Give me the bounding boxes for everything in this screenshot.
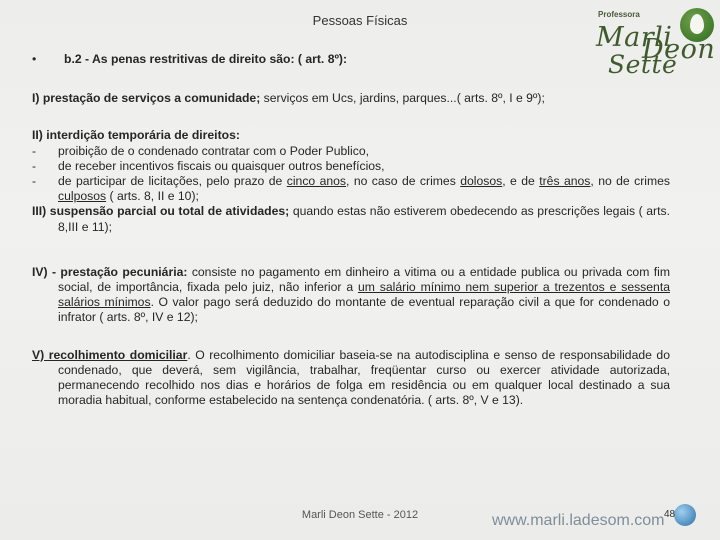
logo-subtitle: Professora	[598, 10, 640, 19]
item-2	[32, 128, 670, 204]
item-1-text: serviços em Ucs, jardins, parques...( arts. 8º, I e 9º);	[260, 91, 545, 106]
item-1	[32, 91, 670, 106]
item-5	[32, 348, 670, 409]
bullet-heading	[32, 52, 670, 67]
logo-word-1: Marli	[596, 22, 673, 53]
globe-icon	[674, 504, 696, 526]
item-3-label: III) suspensão parcial ou total de atividades;	[32, 204, 290, 219]
item-2-label: II) interdição temporária de direitos:	[32, 128, 240, 143]
list-item: - de receber incentivos fiscais ou quaisquer outros benefícios,	[32, 158, 385, 173]
bullet-text: b.2 - As penas restritivas de direito são: ( art. 8º):	[64, 52, 348, 66]
logo-word-2: Deon	[642, 34, 716, 65]
list-item: - proibição de o condenado contratar com o Poder Publico,	[32, 143, 369, 158]
list-item: - de participar de licitações, pelo prazo de cinco anos, no caso de crimes dolosos, e de três anos, no de crimes culposos ( arts. 8, II e 10);	[32, 174, 671, 204]
slide-title: Pessoas Físicas	[312, 13, 408, 28]
page-number: 48	[664, 509, 676, 520]
footer-author: Marli Deon Sette - 2012	[301, 509, 419, 521]
item-5-label: V) recolhimento domiciliar	[32, 347, 188, 362]
slide-body	[32, 52, 671, 408]
item-4-label: IV) - prestação pecuniária:	[32, 264, 188, 279]
item-3	[32, 204, 670, 234]
logo-word-3: Sette	[608, 50, 678, 79]
item-4: IV) - prestação pecuniária: consiste no pagamento em dinheiro a vitima ou a entidade publica ou privada com fim social, de importância, fixada pelo juiz, não inferior a um salário mínimo nem superior a trezentos e sessenta salários mínimos. O valor pago será deduzido do montante de eventual reparação civil a que for condenado o infrator ( arts. 8º, IV e 12);	[32, 264, 670, 325]
bullet-icon: •	[32, 52, 37, 66]
item-5-text: . O recolhimento domiciliar baseia-se na autodisciplina e senso de responsabilidade do condenado, que deverá, sem vigilância, trabalhar, freqüentar curso ou exercer atividade autorizada, permanecendo recolhido nos dias e horários de folga em residência ou em qualquer local destinado a sua moradia habitual, conforme estabelecido na sentença condenatória. ( arts. 8º, V e 13).	[58, 347, 670, 408]
item-3-text: quando estas não estiverem obedecendo as prescrições legais ( arts. 8,III e 11);	[58, 204, 670, 234]
item-1-label: I) prestação de serviços a comunidade;	[32, 91, 261, 106]
footer-url: www.marli.ladesom.com	[492, 512, 665, 529]
